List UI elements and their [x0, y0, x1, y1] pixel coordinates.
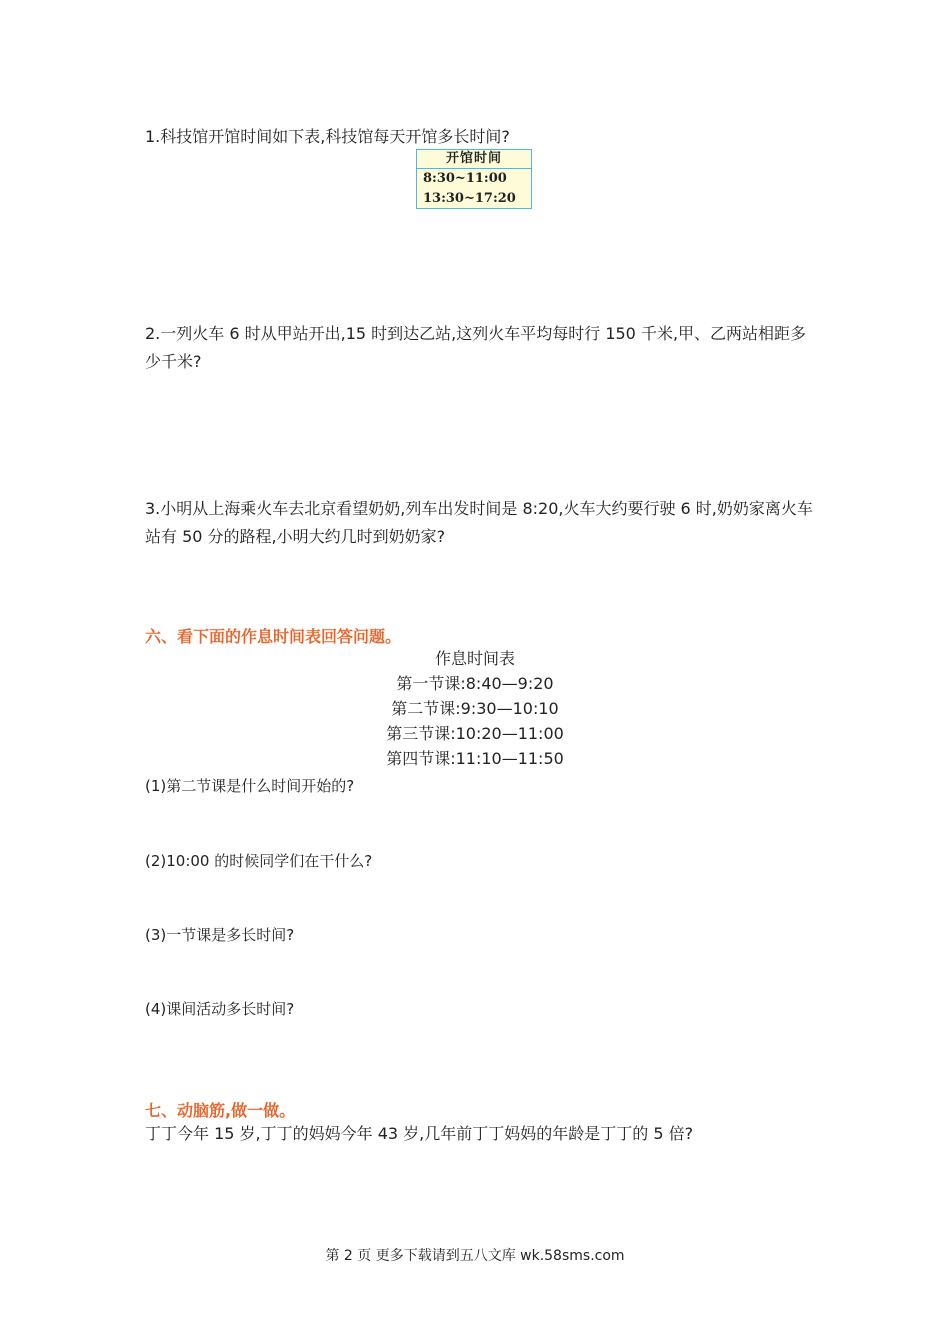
schedule-title: 作息时间表	[434, 649, 515, 668]
section-7-question: 丁丁今年 15 岁,丁丁的妈妈今年 43 岁,几年前丁丁妈妈的年龄是丁丁的 5 倍?	[145, 1124, 694, 1143]
question-2: 2.一列火车 6 时从甲站开出,15 时到达乙站,这列火车平均每时行 150 千米,甲、乙两站相距多少千米?	[145, 324, 807, 371]
schedule-row: 第四节课:11:10—11:50	[386, 749, 564, 768]
page-footer: 第 2 页 更多下载请到五八文库 wk.58sms.com	[325, 1248, 625, 1264]
opening-hours-row-morning: 8:30~11:00	[417, 168, 531, 189]
sub-question-4: (4)课间活动多长时间?	[145, 1000, 295, 1018]
schedule-row: 第一节课:8:40—9:20	[396, 674, 554, 693]
schedule-row: 第三节课:10:20—11:00	[386, 724, 564, 743]
sub-question-3: (3)一节课是多长时间?	[145, 926, 295, 944]
section-7-title: 七、动脑筋,做一做。	[145, 1101, 296, 1120]
question-3: 3.小明从上海乘火车去北京看望奶奶,列车出发时间是 8:20,火车大约要行驶 6 时,奶奶家离火车站有 50 分的路程,小明大约几时到奶奶家?	[145, 499, 813, 546]
opening-hours-row-afternoon: 13:30~17:20	[423, 191, 516, 206]
schedule-row: 第二节课:9:30—10:10	[391, 699, 559, 718]
section-6-title: 六、看下面的作息时间表回答问题。	[145, 627, 402, 646]
opening-hours-card	[416, 149, 532, 209]
sub-question-2: (2)10:00 的时候同学们在干什么?	[145, 852, 373, 870]
question-1: 1.科技馆开馆时间如下表,科技馆每天开馆多长时间?	[145, 127, 510, 146]
opening-hours-header: 开馆时间	[445, 151, 502, 166]
sub-question-1: (1)第二节课是什么时间开始的?	[145, 777, 355, 795]
